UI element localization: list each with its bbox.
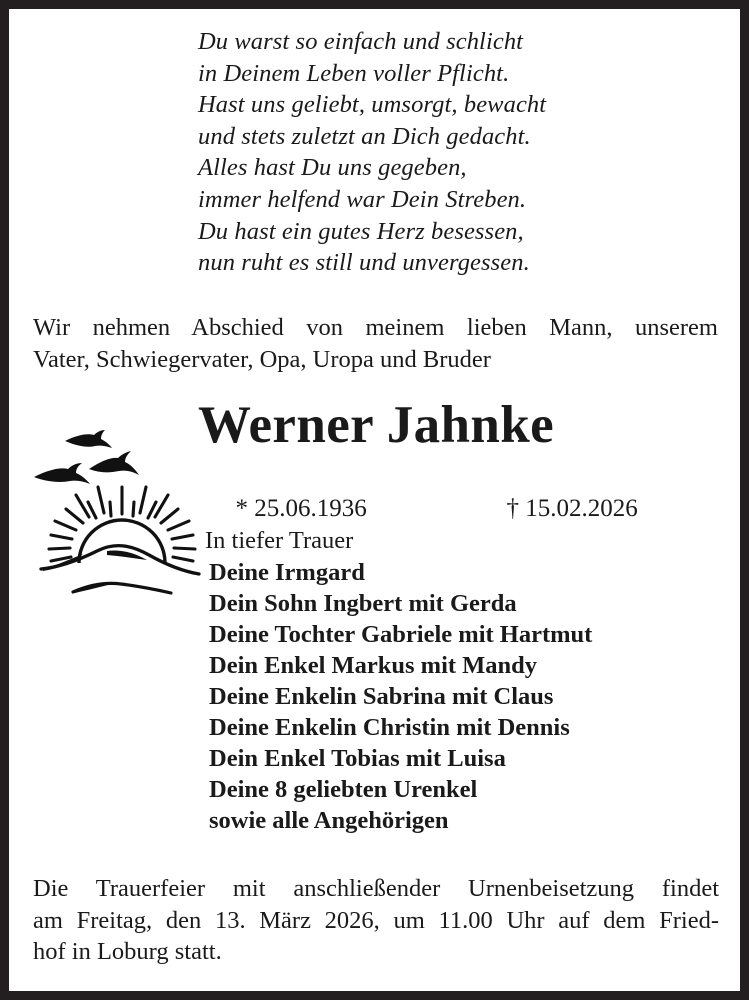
sun-ray (49, 548, 70, 549)
sun-ray (155, 495, 168, 517)
mourner-name: Dein Sohn Ingbert mit Gerda (209, 590, 517, 617)
death-date: † 15.02.2026 (506, 495, 638, 522)
landscape-group (41, 546, 199, 593)
mourner-name: Deine Enkelin Sabrina mit Claus (209, 683, 554, 710)
verse-line: Hast uns geliebt, umsorgt, bewacht (198, 91, 547, 119)
intro-paragraph (33, 312, 718, 376)
mourners-heading: In tiefer Trauer (205, 527, 354, 554)
sun-rays-group (49, 487, 195, 561)
verse-line: Du warst so einfach und schlicht (198, 28, 524, 55)
verse-line: nun ruht es still und unvergessen. (198, 249, 530, 277)
mourner-name: Deine 8 geliebten Urenkel (209, 776, 478, 803)
mourners-block (198, 525, 728, 836)
sun-ray (55, 521, 76, 530)
mourner-name: Deine Tochter Gabriele mit Hartmut (209, 621, 593, 648)
notice-page (9, 9, 740, 991)
mourner-name: sowie alle Angehörigen (209, 807, 449, 834)
bird-icon (34, 463, 90, 484)
bird-icon (65, 430, 112, 448)
intro-line: Vater, Schwiegervater, Opa, Uropa und Bruder (33, 346, 491, 373)
mourner-name: Dein Enkel Markus mit Mandy (209, 652, 538, 679)
sun-ray (66, 509, 83, 523)
verse-line: Du hast ein gutes Herz besessen, (198, 217, 524, 245)
birth-date: * 25.06.1936 (235, 495, 367, 522)
mourner-name: Deine Enkelin Christin mit Dennis (209, 714, 570, 741)
ceremony-line: Die Trauerfeier mit anschließender Urnenbeisetzung findet (33, 875, 719, 902)
sun-ray (98, 487, 104, 513)
sun-ray (140, 487, 146, 513)
ceremony-line: am Freitag, den 13. März 2026, um 11.00 Uhr auf dem Fried- (33, 906, 719, 934)
sun-ray (161, 509, 178, 523)
birds-group (34, 430, 139, 484)
mourner-name: Dein Enkel Tobias mit Luisa (209, 745, 506, 772)
sun-ray (110, 502, 111, 516)
verse-line: und stets zuletzt an Dich gedacht. (198, 122, 531, 150)
sun-ray (174, 548, 195, 549)
verse-line: immer helfend war Dein Streben. (198, 185, 527, 213)
sunrise-emblem-svg (31, 399, 213, 599)
sun-ray (173, 557, 193, 561)
verse-line: in Deinem Leben voller Pflicht. (198, 59, 510, 87)
sunrise-with-birds-illustration (31, 399, 213, 599)
memorial-verse (198, 26, 718, 279)
sun-ray (133, 502, 134, 516)
hill-shading-left (43, 554, 83, 571)
ceremony-line: hof in Loburg statt. (33, 938, 222, 965)
sun-ray (76, 495, 89, 517)
bird-icon (89, 451, 139, 475)
ceremony-paragraph (33, 873, 719, 968)
sun-ray (168, 521, 189, 530)
deceased-name: Werner Jahnke (198, 396, 555, 454)
sun-ray (51, 535, 72, 539)
mourner-name: Deine Irmgard (209, 559, 365, 586)
sun-ray (172, 535, 193, 539)
verse-line: Alles hast Du uns gegeben, (198, 154, 467, 182)
intro-line: Wir nehmen Abschied von meinem lieben Mann, unserem (33, 314, 718, 341)
